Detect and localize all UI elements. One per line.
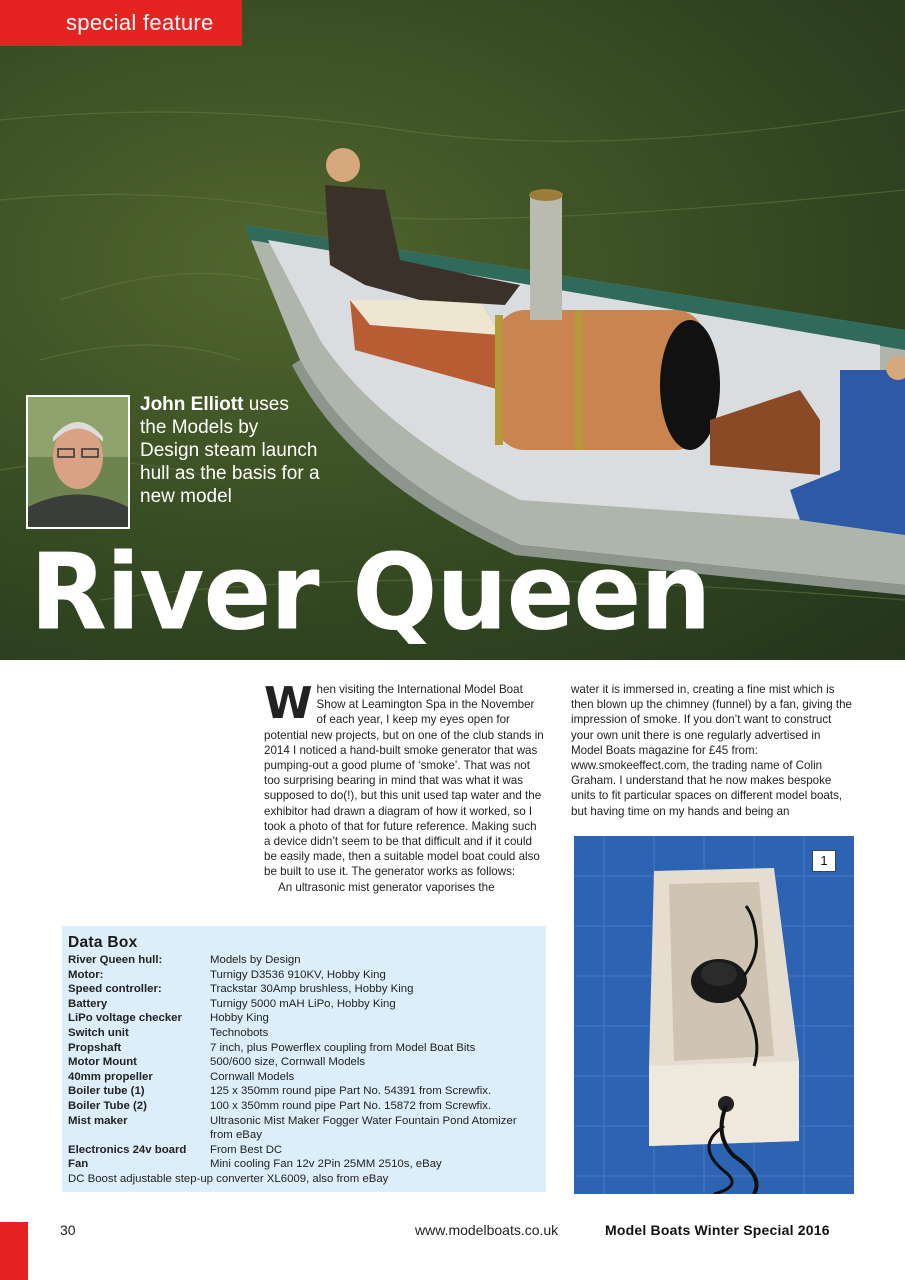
data-row <box>68 968 540 983</box>
data-row <box>68 1099 540 1114</box>
page-number: 30 <box>60 1222 76 1238</box>
footer-accent-bar <box>0 1222 28 1280</box>
data-key: River Queen hull: <box>68 954 163 966</box>
data-value: 100 x 350mm round pipe Part No. 15872 from Screwfix. <box>210 1099 492 1112</box>
author-portrait-image <box>28 397 128 527</box>
data-key: Speed controller: <box>68 983 162 996</box>
data-row <box>68 1143 540 1158</box>
data-box-footnote: DC Boost adjustable step-up converter XL6009, also from eBay <box>68 1172 389 1185</box>
intro-text: uses the Models by Design steam launch hull as the basis for a new model <box>140 394 320 507</box>
data-row <box>68 1011 540 1026</box>
data-key: Mist maker <box>68 1114 128 1127</box>
data-row <box>68 1084 540 1099</box>
article-column-1 <box>264 678 546 895</box>
footer-url: www.modelboats.co.uk <box>415 1222 559 1238</box>
data-value: Technobots <box>210 1026 269 1039</box>
data-row <box>68 997 540 1012</box>
author-name: John Elliott <box>140 394 244 415</box>
data-key: Propshaft <box>68 1041 122 1054</box>
data-value: Cornwall Models <box>210 1070 295 1083</box>
data-value: Hobby King <box>210 1012 269 1025</box>
data-row <box>68 1114 540 1143</box>
data-value: Turnigy D3536 910KV, Hobby King <box>210 968 386 981</box>
mist-maker-photo-image <box>574 836 854 1194</box>
data-key: 40mm propeller <box>68 1070 153 1083</box>
data-row <box>68 1157 540 1172</box>
data-box <box>62 926 546 1192</box>
data-value: Trackstar 30Amp brushless, Hobby King <box>210 983 414 996</box>
data-key: Motor Mount <box>68 1056 137 1069</box>
section-tag: special feature <box>0 0 242 46</box>
headline: River Queen <box>30 531 711 654</box>
article-column-2 <box>571 682 855 819</box>
data-key: Fan <box>68 1158 89 1171</box>
photo-number-label: 1 <box>812 850 836 872</box>
data-row <box>68 953 540 968</box>
paragraph: hen visiting the International Model Boat Show at Leamington Spa in the November of each year, I keep my eyes open for potential new projects, but on one of the club stands in 2014 I noticed a hand-built smoke generator that was pumping-out a good plume of ‘smoke’. That was not too surprising bearing in mind that was what it was supposed to do(!), but this unit used tap water and the exhibitor had drawn a diagram of how it worked, so I took a photo of that for future reference. Making such a device didn’t seem to be that difficult and if it could be easily made, then a suitable model boat could also be built to use it. The generator works as follows: <box>264 683 544 879</box>
photo-1 <box>574 836 854 1194</box>
data-value: Turnigy 5000 mAH LiPo, Hobby King <box>210 997 396 1010</box>
author-photo <box>26 395 130 529</box>
data-key: Motor: <box>68 968 104 981</box>
data-value: 500/600 size, Cornwall Models <box>210 1056 366 1069</box>
data-value: 125 x 350mm round pipe Part No. 54391 from Screwfix. <box>210 1085 492 1098</box>
data-value: From Best DC <box>210 1143 283 1156</box>
magazine-title: Model Boats Winter Special 2016 <box>605 1222 830 1238</box>
data-row <box>68 1041 540 1056</box>
data-box-title: Data Box <box>68 934 138 951</box>
data-key: Boiler tube (1) <box>68 1085 145 1098</box>
paragraph: An ultrasonic mist generator vaporises the <box>278 880 495 894</box>
intro-blurb <box>140 393 320 508</box>
data-key: Switch unit <box>68 1026 129 1039</box>
drop-cap: W <box>264 678 313 729</box>
data-value: Ultrasonic Mist Maker Fogger Water Fountain Pond Atomizer from eBay <box>210 1114 517 1142</box>
data-key: Electronics 24v board <box>68 1143 187 1156</box>
data-key: Battery <box>68 997 108 1010</box>
data-key: LiPo voltage checker <box>68 1012 182 1025</box>
data-value: 7 inch, plus Powerflex coupling from Model Boat Bits <box>210 1041 476 1054</box>
paragraph: water it is immersed in, creating a fine mist which is then blown up the chimney (funnel) by a fan, giving the impression of smoke. If you don’t want to construct your own unit there is one regularly advertised in Model Boats magazine for £45 from: www.smokeeffect.com, the trading name of Colin Graham. I understand that he now makes bespoke units to fit particular spaces on different model boats, but having time on my hands and being an <box>571 683 853 818</box>
data-row <box>68 1026 540 1041</box>
data-row <box>68 1070 540 1085</box>
data-value: Models by Design <box>210 954 301 966</box>
data-value: Mini cooling Fan 12v 2Pin 25MM 2510s, eBay <box>210 1158 442 1171</box>
data-row <box>68 982 540 997</box>
data-key: Boiler Tube (2) <box>68 1099 147 1112</box>
data-row <box>68 1055 540 1070</box>
